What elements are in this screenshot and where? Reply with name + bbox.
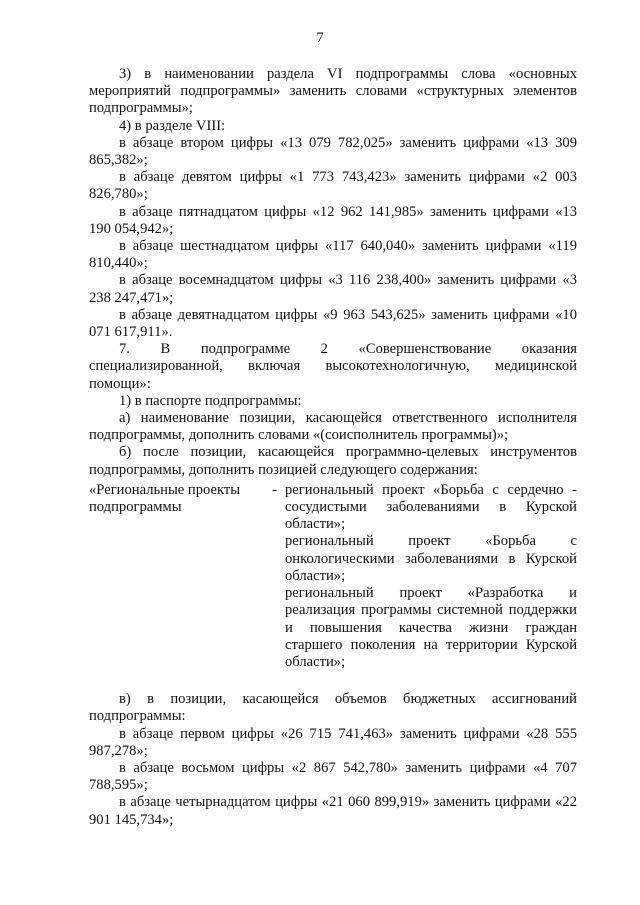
paragraph: в абзаце девятнадцатом цифры «9 963 543,625» заменить цифрами «10 071 617,911». — [89, 306, 577, 341]
table-left-cell: «Региональные проекты подпрограммы — [89, 481, 241, 516]
paragraph: в абзаце восемнадцатом цифры «3 116 238,400» заменить цифрами «3 238 247,471»; — [89, 272, 577, 306]
paragraph: в) в позиции, касающейся объемов бюджетных ассигнований подпрограммы: — [89, 691, 577, 725]
paragraph: 7. В подпрограмме 2 «Совершенствование оказания специализированной, включая высокотехнологичную, медицинской помощи»: — [89, 341, 577, 392]
page-number: 7 — [316, 30, 324, 46]
paragraph: а) наименование позиции, касающейся ответственного исполнителя подпрограммы, дополнить словами «(соисполнитель программы)»; — [89, 410, 577, 444]
regional-project-item: региональный проект «Борьба с онкологическими заболеваниями в Курской области»; — [285, 533, 577, 584]
paragraph: 3) в наименовании раздела VI подпрограммы слова «основных мероприятий подпрограммы» заменить словами «структурных элементов подпрограммы»; — [89, 66, 577, 117]
table-right-cell — [285, 482, 577, 671]
paragraph: в абзаце первом цифры «26 715 741,463» заменить цифрами «28 555 987,278»; — [89, 725, 577, 759]
paragraph: б) после позиции, касающейся программно-целевых инструментов подпрограммы, дополнить позицией следующего содержания: — [89, 444, 577, 478]
paragraph: в абзаце пятнадцатом цифры «12 962 141,985» заменить цифрами «13 190 054,942»; — [89, 203, 577, 237]
document-body — [89, 66, 577, 829]
paragraph: в абзаце девятом цифры «1 773 743,423» заменить цифрами «2 003 826,780»; — [89, 169, 577, 203]
passport-position-table — [89, 482, 577, 671]
paragraph: в абзаце шестнадцатом цифры «117 640,040» заменить цифрами «119 810,440»; — [89, 238, 577, 272]
paragraph: 1) в паспорте подпрограммы: — [119, 392, 302, 409]
paragraph: в абзаце четырнадцатом цифры «21 060 899,919» заменить цифрами «22 901 145,734»; — [89, 794, 577, 828]
paragraph: в абзаце восьмом цифры «2 867 542,780» заменить цифрами «4 707 788,595»; — [89, 759, 577, 794]
paragraph: 4) в разделе VIII: — [119, 117, 226, 134]
regional-project-item: региональный проект «Разработка и реализация программы системной поддержки и повышения качества жизни граждан старшего поколения на территории Курской области»; — [285, 585, 577, 670]
table-dash: - — [272, 481, 277, 498]
paragraph: в абзаце втором цифры «13 079 782,025» заменить цифрами «13 309 865,382»; — [89, 134, 577, 169]
regional-project-item: региональный проект «Борьба с сердечно - сосудистыми заболеваниями в Курской области»; — [285, 481, 577, 533]
